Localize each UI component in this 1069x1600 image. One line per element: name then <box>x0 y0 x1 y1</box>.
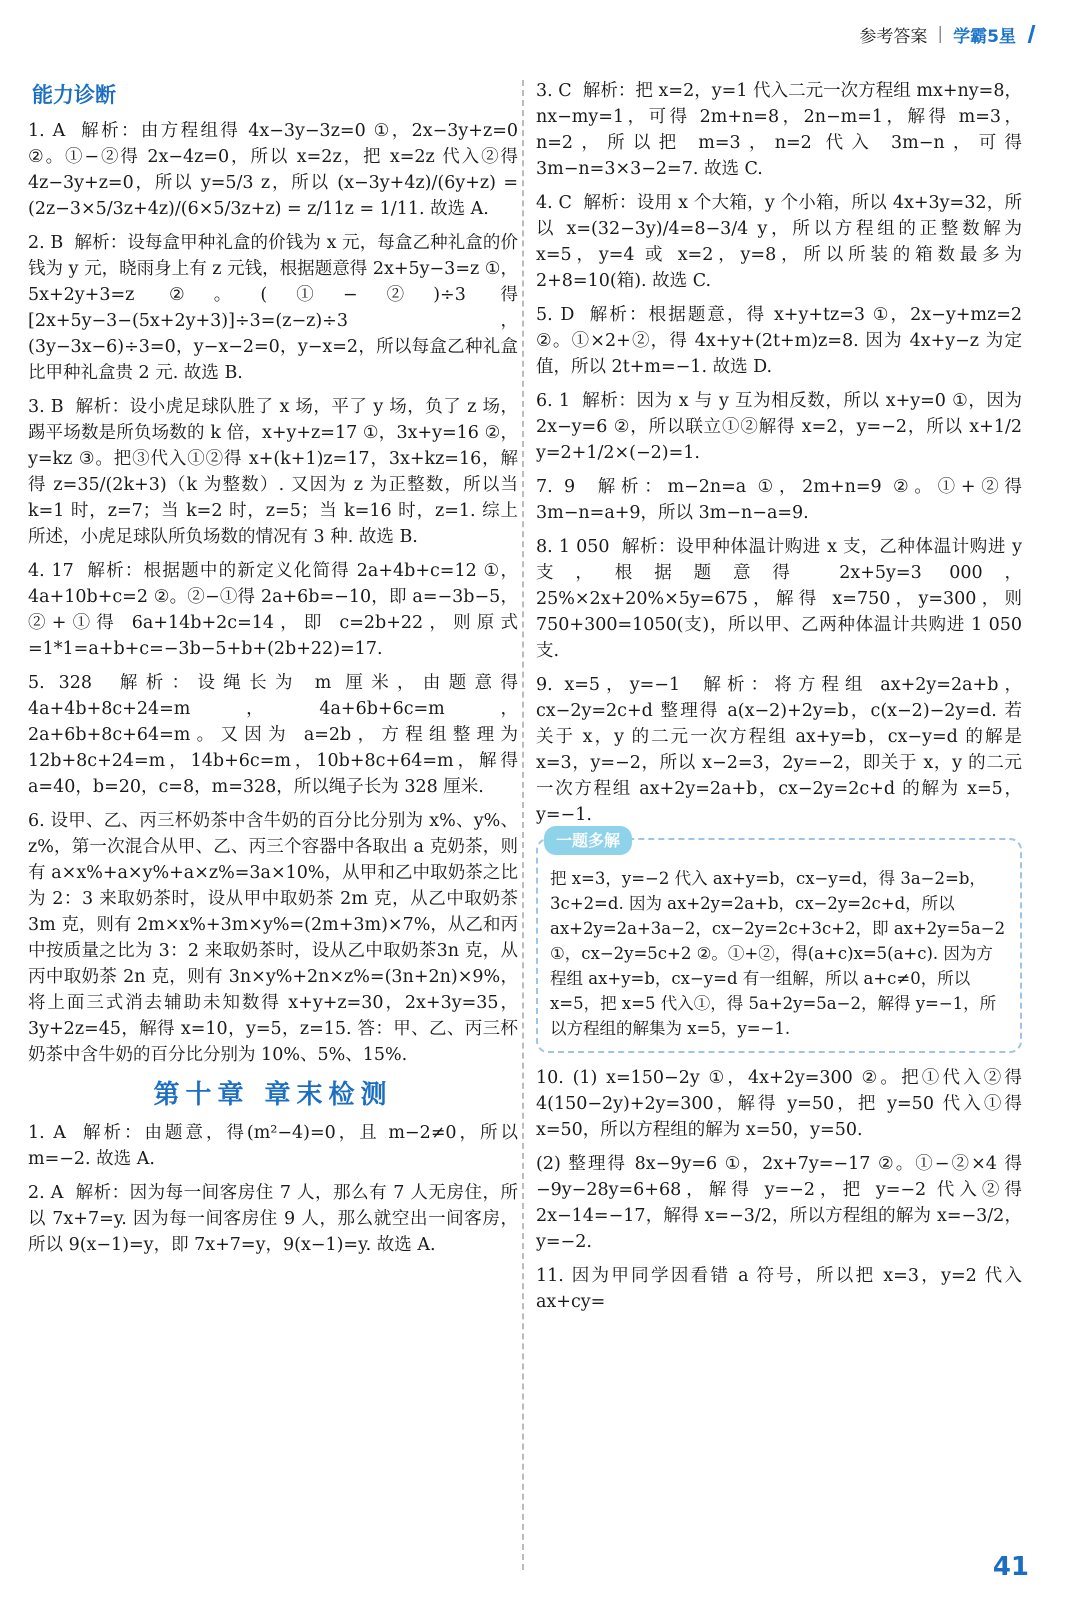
answer-item: 2. A 解析：因为每一间客房住 7 人，那么有 7 人无房住，所以 7x+7=y. 因为每一间客房住 9 人，那么就空出一间客房，所以 9(x−1)=y，即 7x+7=y，9(x−1)=y. 故选 A. <box>28 1183 518 1255</box>
brand-flag-icon <box>1028 25 1050 43</box>
column-divider <box>522 80 524 1570</box>
multi-solution-box <box>536 831 1022 1053</box>
page-header <box>859 10 1047 58</box>
answer-item: 1. A 解析：由方程组得 4x−3y−3z=0 ①，2x−3y+z=0 ②。①−②得 2x−4z=0，所以 x=2z，把 x=2z 代入②得 4z−3y+z=0，所以 y=5/3 z，所以 (x−3y+4z)/(6y+z) = (2z−3×5/3z+4z)/(6×5/3z+z) = z/11z = 1/11. 故选 A. <box>28 121 524 219</box>
chapter-title: 第十章 章末检测 <box>153 1080 393 1110</box>
answer-item: 8. 1 050 解析：设甲种体温计购进 x 支，乙种体温计购进 y 支，根据题意得 2x+5y=3 000，25%×2x+20%×5y=675，解得 x=750，y=300，则 750+300=1050(支)，所以甲、乙两种体温计共购进 1 050 支. <box>536 537 1028 661</box>
multi-solution-text: 把 x=3，y=−2 代入 ax+y=b，cx−y=d，得 3a−2=b，3c+2=d. 因为 ax+2y=2a+b，cx−2y=2c+d，所以 ax+2y=2a+3a−2，cx−2y=2c+3c+2，即 ax+2y=5a−2 ①，cx−2y=5c+2 ②。①+②，得(a+c)x=5(a+c). 因为方程组 ax+y=b，cx−y=d 有一组解，所以 a+c≠0，所以 x=5，把 x=5 代入①，得 5a+2y=5a−2，解得 y=−1，所以方程组的解集为 x=5，y=−1. <box>550 869 1006 1038</box>
header-ref: 参考答案 <box>859 26 928 47</box>
answer-item: 2. B 解析：设每盒甲种礼盒的价钱为 x 元，每盒乙种礼盒的价钱为 y 元，晓雨身上有 z 元钱，根据题意得 2x+5y−3=z ①，5x+2y+3=z ②。(①−②)÷3 得[2x+5y−3−(5x+2y+3)]÷3=(z−z)÷3，(3y−3x−6)÷3=0，y−x−2=0，y−x=2，所以每盒乙种礼盒比甲种礼盒贵 2 元. 故选 B. <box>28 233 518 383</box>
page-number: 41 <box>992 1552 1029 1582</box>
right-column <box>536 78 1028 1323</box>
answer-item: 7. 9 解析：m−2n=a ①，2m+n=9 ②。①+②得 3m−n=a+9，所以 3m−n−a=9. <box>536 477 1028 523</box>
answer-item: 4. C 解析：设用 x 个大箱，y 个小箱，所以 4x+3y=32，所以 x=(32−3y)/4=8−3/4 y，所以方程组的正整数解为 x=5，y=4 或 x=2，y=8，所以所装的箱数最多为 2+8=10(箱). 故选 C. <box>536 193 1028 291</box>
answer-item: (2) 整理得 8x−9y=6 ①，2x+7y=−17 ②。①−②×4 得 −9y−28y=6+68，解得 y=−2，把 y=−2 代入②得 2x−14=−17，解得 x=−3/2，所以方程组的解为 x=−3/2，y=−2. <box>536 1154 1028 1252</box>
left-column <box>28 78 524 1266</box>
answer-item: 5. D 解析：根据题意，得 x+y+tz=3 ①，2x−y+mz=2 ②。①×2+②，得 4x+y+(2t+m)z=8. 因为 4x+y−z 为定值，所以 2t+m=−1. 故选 D. <box>536 305 1028 377</box>
answer-item: 9. x=5，y=−1 解析：将方程组 ax+2y=2a+b，cx−2y=2c+d 整理得 a(x−2)+2y=b，c(x−2)−2y=d. 若关于 x，y 的二元一次方程组 ax+y=b，cx−y=d 的解是 x=3，y=−2，所以 x−2=3，2y=−2，即关于 x，y 的二元一次方程组 ax+2y=2a+b，cx−2y=2c+d 的解为 x=5，y=−1. <box>536 675 1028 825</box>
answer-item: 11. 因为甲同学因看错 a 符号，所以把 x=3，y=2 代入 ax+cy= <box>536 1266 1028 1312</box>
answer-item: 5. 328 解析：设绳长为 m 厘米，由题意得 4a+4b+8c+24=m，4a+6b+6c=m，2a+6b+8c+64=m。又因为 a=2b，方程组整理为 12b+8c+24=m，14b+6c=m，10b+8c+64=m，解得 a=40，b=20，c=8，m=328，所以绳子长为 328 厘米. <box>28 673 524 797</box>
section-title: 能力诊断 <box>32 83 116 107</box>
header-brand: 学霸5星 <box>953 26 1016 47</box>
answer-item: 3. C 解析：把 x=2，y=1 代入二元一次方程组 mx+ny=8，nx−my=1，可得 2m+n=8，2n−m=1，解得 m=3，n=2，所以把 m=3，n=2 代入 3m−n，可得3m−n=3×3−2=7. 故选 C. <box>536 81 1022 179</box>
answer-item: 3. B 解析：设小虎足球队胜了 x 场，平了 y 场，负了 z 场，踢平场数是所负场数的 k 倍，x+y+z=17 ①，3x+y=16 ②，y=kz ③。把③代入①②得 x+(k+1)z=17，3x+kz=16，解得 z=35/(2k+3)（k 为整数）. 又因为 z 为正整数，所以当 k=1 时，z=7；当 k=2 时，z=5；当 k=16 时，z=1. 综上所述，小虎足球队所负场数的情况有 3 种. 故选 B. <box>28 397 524 547</box>
answer-item: 6. 设甲、乙、丙三杯奶茶中含牛奶的百分比分别为 x%、y%、z%，第一次混合从甲、乙、丙三个容器中各取出 a 克奶茶，则有 a×x%+a×y%+a×z%=3a×10%，从甲和乙中取奶茶之比为 2：3 来取奶茶时，设从甲中取奶茶 2m 克，从乙中取奶茶 3m 克，则有 2m×x%+3m×y%=(2m+3m)×7%，从乙和丙中按质量之比为 3：2 来取奶茶时，设从乙中取奶茶3n 克，从丙中取奶茶 2n 克，则有 3n×y%+2n×z%=(3n+2n)×9%，将上面三式消去辅助未知数得 x+y+z=30，2x+3y=35，3y+2z=45，解得 x=10，y=5，z=15. 答：甲、乙、丙三杯奶茶中含牛奶的百分比分别为 10%、5%、15%. <box>28 811 524 1065</box>
answer-item: 10. (1) x=150−2y ①，4x+2y=300 ②。把①代入②得 4(150−2y)+2y=300，解得 y=50，把 y=50 代入①得 x=50，所以方程组的解为 x=50，y=50. <box>536 1068 1028 1140</box>
answer-item: 4. 17 解析：根据题中的新定义化简得 2a+4b+c=12 ①，4a+10b+c=2 ②。②−①得 2a+6b=−10，即 a=−3b−5，②+①得 6a+14b+2c=14，即 c=2b+22，则原式=1*1=a+b+c=−3b−5+b+(2b+22)=17. <box>28 561 518 659</box>
header-separator: | <box>937 24 944 44</box>
answer-item: 6. 1 解析：因为 x 与 y 互为相反数，所以 x+y=0 ①，因为 2x−y=6 ②，所以联立①②解得 x=2，y=−2，所以 x+1/2 y=2+1/2×(−2)=1. <box>536 391 1028 463</box>
answer-item: 1. A 解析：由题意，得(m²−4)=0，且 m−2≠0，所以 m=−2. 故选 A. <box>28 1123 524 1169</box>
multi-solution-tag: 一题多解 <box>544 826 632 855</box>
